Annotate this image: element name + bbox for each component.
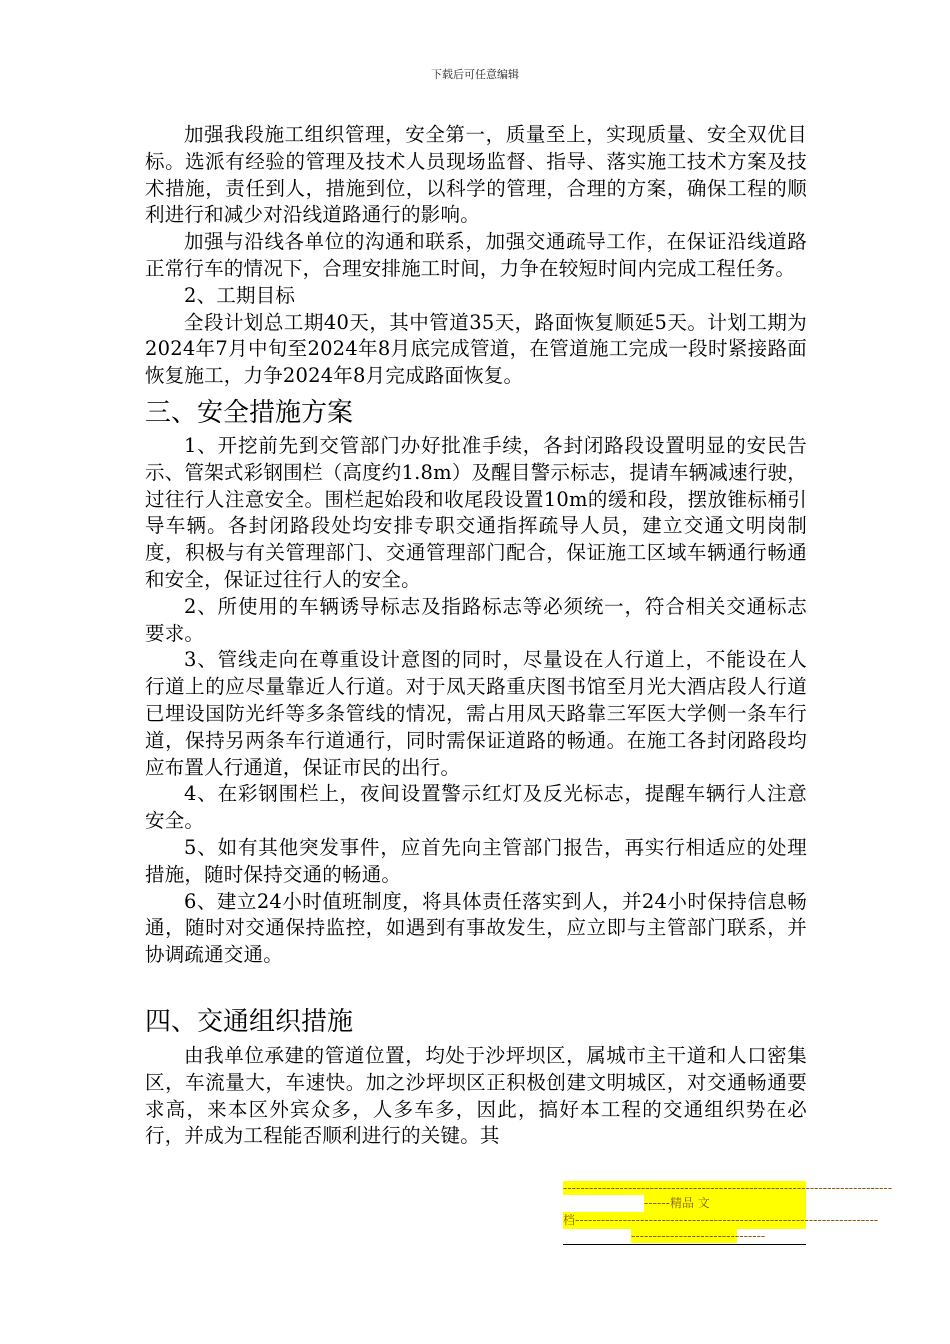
footer-watermark: [563, 1181, 893, 1243]
paragraph-traffic-1: 由我单位承建的管道位置，均处于沙坪坝区，属城市主干道和人口密集区，车流量大，车速快。加之沙坪坝区正积极创建文明城区，对交通畅通要求高，来本区外宾众多，人多车多，因此，搞好本工程的交通组织势在必行，并成为工程能否顺利进行的关键。其: [145, 1043, 807, 1148]
paragraph-safety-3: 3、管线走向在尊重设计意图的同时，尽量设在人行道上，不能设在人行道上的应尽量靠近人行道。对于凤天路重庆图书馆至月光大酒店段人行道已埋设国防光纤等多条管线的情况，需占用凤天路靠三军医大学侧一条车行道，保持另两条车行道通行，同时需保证道路的畅通。在施工各封闭路段均应布置人行通道，保证市民的出行。: [145, 648, 807, 779]
paragraph-quality-goal: 加强我段施工组织管理，安全第一，质量至上，实现质量、安全双优目标。选派有经验的管理及技术人员现场监督、指导、落实施工技术方案及技术措施，责任到人，措施到位，以科学的管理，合理的方案，确保工程的顺利进行和减少对沿线道路通行的影响。: [145, 123, 807, 227]
footer-line-1: ----------------------------------------------------------------------------: [563, 1181, 893, 1195]
section-title-traffic: 四、交通组织措施: [145, 1006, 354, 1037]
footer-line-4: -------------------------------: [631, 1229, 766, 1243]
paragraph-safety-1: 1、开挖前先到交管部门办好批准手续，各封闭路段设置明显的安民告示、管架式彩钢围栏（高度约1.8m）及醒目警示标志，提请车辆减速行驶，过往行人注意安全。围栏起始段和收尾段设置10m的缓和段，摆放锥标桶引导车辆。各封闭路段处均安排专职交通指挥疏导人员，建立交通文明岗制度，积极与有关管理部门、交通管理部门配合，保证施工区域车辆通行畅通和安全，保证过往行人的安全。: [145, 433, 807, 591]
section-title-safety: 三、安全措施方案: [145, 397, 354, 428]
paragraph-safety-6: 6、建立24小时值班制度，将具体责任落实到人，并24小时保持信息畅通，随时对交通保持监控，如遇到有事故发生，应立即与主管部门联系，并协调疏通交通。: [145, 889, 807, 967]
document-body: [145, 122, 807, 1150]
paragraph-schedule: 全段计划总工期40天，其中管道35天，路面恢复顺延5天。计划工期为2024年7月中旬至2024年8月底完成管道，在管道施工完成一段时紧接路面恢复施工，力争2024年8月完成路面恢复。: [145, 310, 807, 388]
paragraph-safety-2: 2、所使用的车辆诱导标志及指路标志等必须统一，符合相关交通标志要求。: [145, 594, 807, 645]
paragraph-safety-4: 4、在彩钢围栏上，夜间设置警示红灯及反光标志，提醒车辆行人注意安全。: [145, 782, 807, 833]
page-header: 下载后可任意编辑: [431, 68, 519, 81]
paragraph-coordination: 加强与沿线各单位的沟通和联系，加强交通疏导工作，在保证沿线道路正常行车的情况下，合理安排施工时间，力争在较短时间内完成工程任务。: [145, 230, 807, 280]
footer-divider: [563, 1244, 806, 1245]
footer-line-2: ------精品 文: [644, 1195, 806, 1212]
paragraph-safety-5: 5、如有其他突发事件，应首先向主管部门报告，再实行相适应的处理措施，随时保持交通的畅通。: [145, 835, 807, 886]
subheading-schedule-goal: 2、工期目标: [184, 283, 296, 307]
footer-line-3: 档----------------------------------------------------------------------: [563, 1213, 879, 1227]
